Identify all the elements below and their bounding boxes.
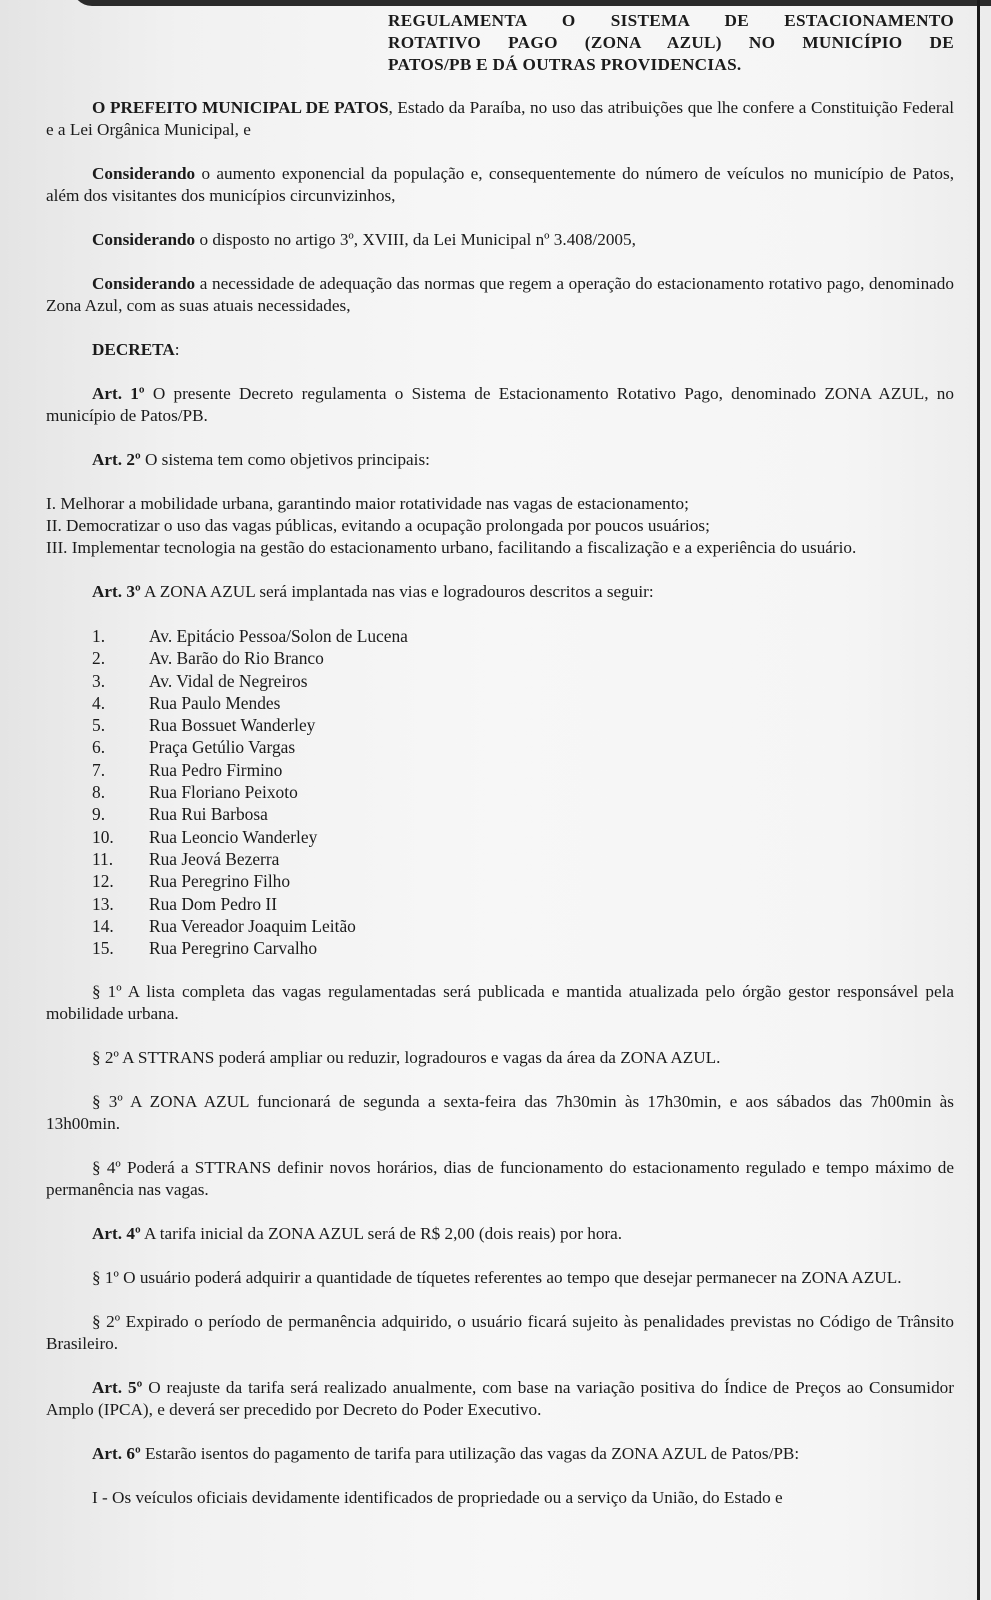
decree-page [46, 0, 954, 1509]
street-name: Rua Floriano Peixoto [149, 782, 298, 803]
street-number: 15. [92, 938, 114, 959]
objectives-list [46, 493, 954, 559]
consideration [46, 273, 954, 317]
title-line: PATOS/PB E DÁ OUTRAS PROVIDENCIAS. [388, 55, 742, 74]
article-label: Art. 3º [92, 582, 141, 601]
street-item [92, 915, 954, 937]
street-name: Av. Barão do Rio Branco [149, 648, 324, 669]
street-name: Rua Bossuet Wanderley [149, 715, 316, 736]
article-4 [46, 1223, 954, 1245]
street-list [92, 625, 954, 959]
street-item [92, 714, 954, 736]
article-6 [46, 1443, 954, 1465]
consideration-text: o aumento exponencial da população e, consequentemente do número de veículos no município de Patos, além dos visitantes dos municípios circunvizinhos, [46, 164, 954, 205]
street-name: Rua Dom Pedro II [149, 893, 277, 914]
street-item [92, 759, 954, 781]
article-label: Art. 2º [92, 450, 141, 469]
consideration-label: Considerando [92, 274, 196, 293]
article-3-paragraph-3: § 3º A ZONA AZUL funcionará de segunda a sexta-feira das 7h30min às 17h30min, e aos sábados das 7h00min às 13h00min. [46, 1092, 954, 1134]
street-item [92, 781, 954, 803]
consideration-label: Considerando [92, 164, 196, 183]
street-number: 10. [92, 826, 114, 847]
title-line: REGULAMENTA O SISTEMA DE ESTACIONAMENTO [388, 11, 954, 30]
consideration [46, 163, 954, 207]
article-3-paragraph-4: § 4º Poderá a STTRANS definir novos horários, dias de funcionamento do estacionamento regulado e tempo máximo de permanência nas vagas. [46, 1158, 954, 1200]
consideration [46, 229, 954, 251]
street-name: Rua Pedro Firmino [149, 759, 283, 780]
street-item [92, 670, 954, 692]
street-item [92, 848, 954, 870]
consideration-text: o disposto no artigo 3º, XVIII, da Lei Municipal nº 3.408/2005, [195, 230, 636, 249]
street-item [92, 870, 954, 892]
street-number: 5. [92, 715, 106, 736]
street-name: Rua Paulo Mendes [149, 692, 281, 713]
decreta-heading [46, 339, 954, 361]
street-name: Rua Vereador Joaquim Leitão [149, 915, 356, 936]
article-4-paragraph-1: § 1º O usuário poderá adquirir a quantidade de tíquetes referentes ao tempo que desejar permanecer na ZONA AZUL. [92, 1268, 902, 1288]
article-text: O presente Decreto regulamenta o Sistema de Estacionamento Rotativo Pago, denominado ZONA AZUL, no município de Patos/PB. [46, 384, 954, 425]
article-text: O sistema tem como objetivos principais: [140, 450, 430, 469]
title-line: ROTATIVO PAGO (ZONA AZUL) NO MUNICÍPIO DE [388, 33, 954, 52]
article-text: A tarifa inicial da ZONA AZUL será de R$ 2,00 (dois reais) por hora. [140, 1224, 623, 1244]
street-item [92, 937, 954, 959]
street-name: Rua Leoncio Wanderley [149, 826, 318, 847]
decree-title [388, 10, 954, 76]
street-number: 7. [92, 759, 106, 780]
preamble [46, 97, 954, 141]
street-number: 2. [92, 648, 106, 669]
street-number: 12. [92, 871, 114, 892]
article-3-paragraph-1: § 1º A lista completa das vagas regulamentadas será publicada e mantida atualizada pelo órgão gestor responsável pela mobilidade urbana. [46, 982, 954, 1024]
article-4-paragraph-2: § 2º Expirado o período de permanência adquirido, o usuário ficará sujeito às penalidades previstas no Código de Trânsito Brasileiro. [46, 1312, 954, 1354]
article-2 [46, 449, 954, 471]
street-name: Praça Getúlio Vargas [149, 737, 296, 758]
objective-item: I. Melhorar a mobilidade urbana, garantindo maior rotatividade nas vagas de estacionamento; [46, 494, 689, 513]
street-name: Rua Peregrino Carvalho [149, 938, 318, 959]
article-text: Estarão isentos do pagamento de tarifa para utilização das vagas da ZONA AZUL de Patos/PB: [140, 1444, 800, 1464]
street-name: Rua Rui Barbosa [149, 804, 268, 825]
street-number: 14. [92, 915, 114, 936]
street-item [92, 736, 954, 758]
article-text: A ZONA AZUL será implantada nas vias e logradouros descritos a seguir: [140, 582, 654, 601]
decreta-label: DECRETA [92, 340, 175, 359]
street-item [92, 647, 954, 669]
right-border-rule [977, 0, 980, 1600]
street-number: 4. [92, 692, 106, 713]
street-number: 8. [92, 782, 106, 803]
street-number: 6. [92, 737, 106, 758]
street-name: Av. Epitácio Pessoa/Solon de Lucena [149, 626, 408, 646]
street-number: 3. [92, 670, 106, 691]
street-number: 9. [92, 804, 106, 825]
article-label: Art. 6º [92, 1444, 141, 1464]
street-name: Rua Peregrino Filho [149, 871, 291, 892]
objective-item: III. Implementar tecnologia na gestão do estacionamento urbano, facilitando a fiscalização e a experiência do usuário. [46, 538, 857, 557]
street-name: Rua Jeová Bezerra [149, 848, 280, 869]
street-item [92, 826, 954, 848]
street-item [92, 625, 954, 647]
street-item [92, 803, 954, 825]
street-number: 1. [92, 626, 106, 646]
consideration-text: a necessidade de adequação das normas que regem a operação do estacionamento rotativo pago, denominado Zona Azul, com as suas atuais necessidades, [46, 274, 954, 315]
article-text: O reajuste da tarifa será realizado anualmente, com base na variação positiva do Índice de Preços ao Consumidor Amplo (IPCA), e deverá ser precedido por Decreto do Poder Executivo. [46, 1378, 954, 1420]
article-6-item-1: I - Os veículos oficiais devidamente identificados de propriedade ou a serviço da União, do Estado e [92, 1488, 783, 1508]
street-item [92, 893, 954, 915]
article-3-paragraph-2: § 2º A STTRANS poderá ampliar ou reduzir, logradouros e vagas da área da ZONA AZUL. [92, 1048, 721, 1068]
article-label: Art. 1º [92, 384, 145, 403]
article-1 [46, 383, 954, 427]
article-5 [46, 1377, 954, 1421]
preamble-text: , Estado da Paraíba, no uso das atribuições que lhe confere a Constituição Federal e a Lei Orgânica Municipal, e [46, 98, 954, 139]
street-item [92, 692, 954, 714]
decreta-colon: : [174, 340, 180, 359]
consideration-label: Considerando [92, 230, 196, 249]
article-label: Art. 5º [92, 1378, 143, 1398]
street-number: 13. [92, 893, 114, 914]
article-label: Art. 4º [92, 1224, 141, 1244]
street-name: Av. Vidal de Negreiros [149, 670, 308, 691]
objective-item: II. Democratizar o uso das vagas públicas, evitando a ocupação prolongada por poucos usuários; [46, 516, 710, 535]
street-number: 11. [92, 848, 114, 869]
article-3 [46, 581, 954, 603]
preamble-authority: O PREFEITO MUNICIPAL DE PATOS [92, 98, 389, 117]
